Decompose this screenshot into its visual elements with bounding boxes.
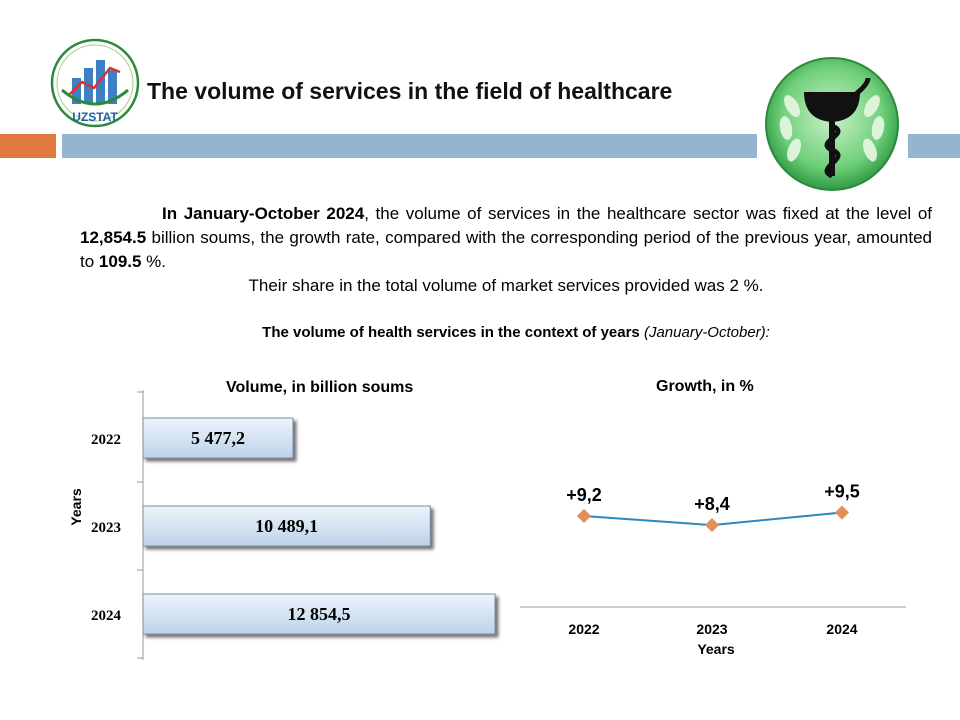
bar-chart-axis-label: Years <box>68 488 84 526</box>
uzstat-logo <box>50 38 140 130</box>
volume-highlight: 12,854.5 <box>80 228 147 247</box>
section-title: The volume of health services in the context of years (January-October): <box>262 324 770 341</box>
line-point-marker <box>705 518 719 532</box>
summary-paragraph-1: In January-October 2024, the volume of services in the healthcare sector was fixed at the level of 12,854.5 billion soums, the growth rate, compared with the corresponding period of the previous year, amounted to 109.5 %. <box>80 204 932 271</box>
header-band-blue-right <box>908 134 960 158</box>
summary-paragraph-2: Their share in the total volume of market services provided was 2 %. <box>248 276 764 295</box>
header-band-blue <box>62 134 757 158</box>
bar-chart <box>0 380 510 670</box>
line-data-label: +8,4 <box>694 494 730 515</box>
line-point-marker <box>577 509 591 523</box>
line-category-label: 2022 <box>568 621 600 637</box>
bar-category-label: 2023 <box>91 520 121 536</box>
medical-emblem-icon <box>756 56 908 192</box>
bar-data-label: 5 477,2 <box>190 428 245 448</box>
rate-highlight: 109.5 <box>98 252 142 271</box>
line-chart <box>510 470 920 670</box>
logo-text: UZSTAT <box>72 110 118 124</box>
bar-data-label: 10 489,1 <box>255 516 319 536</box>
line-category-label: 2024 <box>826 621 858 637</box>
line-data-label: +9,5 <box>824 481 860 502</box>
bar-category-label: 2022 <box>91 432 121 448</box>
section-title-note: (January-October): <box>643 324 770 341</box>
line-data-label: +9,2 <box>566 484 602 505</box>
period-highlight: In January-October 2024 <box>162 204 365 223</box>
line-point-marker <box>835 505 849 519</box>
line-chart-title: Growth, in % <box>656 378 754 395</box>
bar-category-label: 2024 <box>91 608 121 624</box>
page-title: The volume of services in the field of healthcare <box>147 78 673 104</box>
summary-text <box>80 202 932 298</box>
header-band-orange <box>0 134 56 158</box>
line-category-label: 2023 <box>696 621 728 637</box>
line-chart-axis-label: Years <box>697 641 735 657</box>
bar-data-label: 12 854,5 <box>287 604 351 624</box>
bar-chart-title: Volume, in billion soums <box>226 379 414 396</box>
